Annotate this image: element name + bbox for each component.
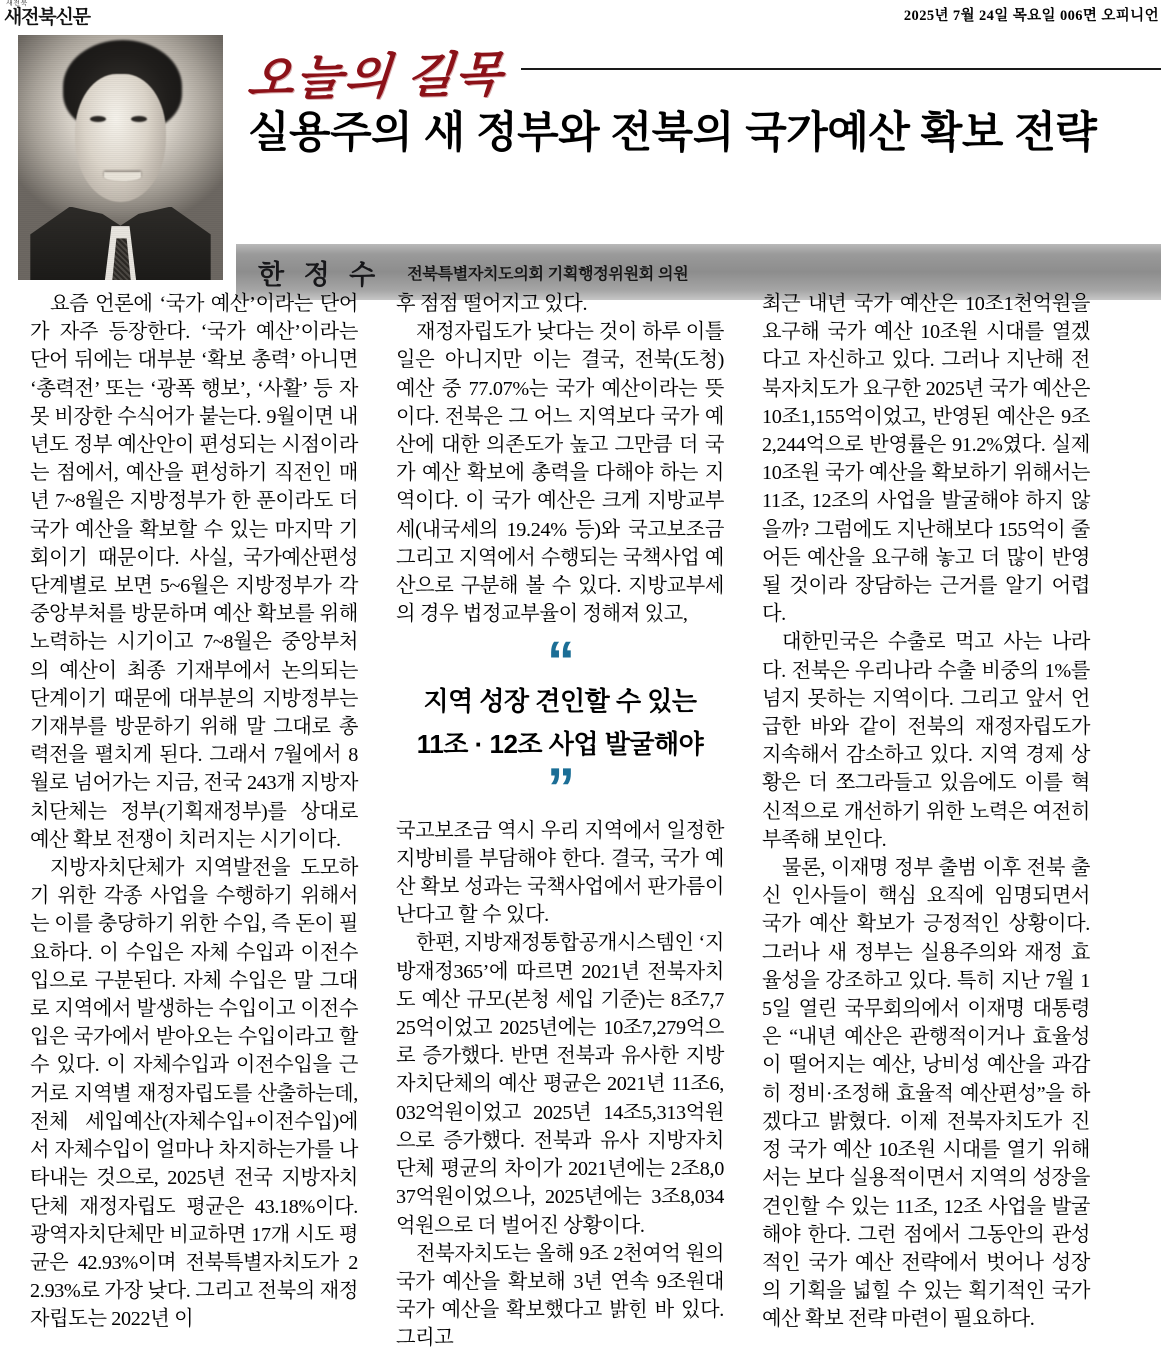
pull-quote-line-2: 11조 · 12조 사업 발굴해야 bbox=[416, 728, 704, 759]
column-kicker: 오늘의 길목 bbox=[245, 48, 506, 107]
article-header bbox=[0, 30, 1169, 290]
paragraph: 후 점점 떨어지고 있다. bbox=[396, 293, 588, 315]
paragraph: 한편, 지방재정통합공개시스템인 ‘지방재정365’에 따르면 2021년 전북자치도 예산 규모(본청 세입 기준)는 8조7,725억이었고 2025년에는 10조7,279억으로 증가했다. 반면 전북과 유사한 지방자치단체의 예산 평균은 2021년 11조6,032억원이었고 2025년 14조5,313억원으로 증가했다. 전북과 유사 지방자치단체 평균의 차이가 2021년에는 2조8,037억원이었으나, 2025년에는 3조8,034억원으로 더 벌어진 상황이다. bbox=[396, 932, 724, 1237]
kicker-divider bbox=[521, 68, 1161, 70]
author-role: 전북특별자치도의회 기획행정위원회 의원 bbox=[407, 265, 689, 283]
kicker-row bbox=[236, 30, 1161, 108]
paragraph: 물론, 이재명 정부 출범 이후 전북 출신 인사들이 핵심 요직에 임명되면서 국가 예산 확보가 긍정적인 상황이다. 그러나 새 정부는 실용주의와 재정 효율성을 강조하고 있다. 특히 지난 7월 15일 열린 국무회의에서 이재명 대통령은 “내년 예산은 관행적이거나 효율성이 떨어지는 예산, 낭비성 예산을 과감히 정비·조정해 효율적 예산편성”을 하겠다고 밝혔다. 이제 전북자치도가 진정 국가 예산 10조원 시대를 열기 위해서는 보다 실용적이면서 지역의 성장을 견인할 수 있는 11조, 12조 사업을 발굴해야 한다. 그런 점에서 그동안의 관성적인 국가 예산 전략에서 벗어나 성장의 기획을 넓힐 수 있는 획기적인 국가 예산 확보 전략 마련이 필요하다. bbox=[762, 857, 1090, 1331]
paragraph: 재정자립도가 낮다는 것이 하루 이틀 일은 아니지만 이는 결국, 전북(도청) 예산 중 77.07%는 국가 예산이라는 뜻이다. 전북은 그 어느 지역보다 국가 예산에 대한 의존도가 높고 그만큼 더 국가 예산 확보에 총력을 다해야 하는 지역이다. 이 국가 예산은 크게 지방교부세(내국세의 19.24% 등)와 국고보조금 그리고 지역에서 수행되는 국책사업 예산으로 구분해 볼 수 있다. 지방교부세의 경우 법정교부율이 정해져 있고, bbox=[396, 321, 724, 626]
pull-quote bbox=[396, 629, 724, 819]
title-block bbox=[236, 30, 1161, 159]
article-column-2 bbox=[382, 290, 738, 1353]
paragraph: 국고보조금 역시 우리 지역에서 일정한 지방비를 부담해야 한다. 결국, 국가 예산 확보 성과는 국책사업에서 판가름이 난다고 할 수 있다. bbox=[396, 819, 724, 927]
brand-mark-icon: 새전북 bbox=[6, 0, 28, 7]
brand-name: 새전북신문 bbox=[4, 7, 90, 28]
paragraph: 요즘 언론에 ‘국가 예산’이라는 단어가 자주 등장한다. ‘국가 예산’이라는 단어 뒤에는 대부분 ‘확보 총력’ 아니면 ‘총력전’ 또는 ‘광폭 행보’, ‘사활’ 등 자못 비장한 수식어가 붙는다. 9월이면 내년도 정부 예산안이 편성되는 시점이라는 점에서, 예산을 편성하기 직전인 매년 7~8월은 지방정부가 한 푼이라도 더 국가 예산을 확보할 수 있는 마지막 기회이기 때문이다. 사실, 국가예산편성 단계별로 보면 5~6월은 지방정부가 각 중앙부처를 방문하며 예산 확보를 위해 노력하는 시기이고 7~8월은 중앙부처의 예산이 최종 기재부에서 논의되는 단계이기 때문에 대부분의 지방정부는 기재부를 방문하기 위해 말 그대로 총력전을 펼치게 된다. 그래서 7월에서 8월로 넘어가는 지금, 전국 243개 지방자치단체는 정부(기획재정부)를 상대로 예산 확보 전쟁이 치러지는 시기이다. bbox=[30, 293, 358, 851]
quote-close-icon: ” bbox=[547, 755, 573, 819]
article-column-3 bbox=[748, 290, 1104, 1353]
page-title: 실용주의 새 정부와 전북의 국가예산 확보 전략 bbox=[248, 109, 1097, 157]
issue-date-line: 2025년 7월 24일 목요일 006면 오피니언 bbox=[903, 8, 1159, 24]
masthead bbox=[0, 0, 1169, 30]
author-portrait bbox=[18, 35, 223, 280]
author-name: 한 정 수 bbox=[258, 259, 382, 290]
paragraph: 대한민국은 수출로 먹고 사는 나라다. 전북은 우리나라 수출 비중의 1%를 넘지 못하는 지역이다. 그리고 앞서 언급한 바와 같이 전북의 재정자립도가 지속해서 감소하고 있다. 지역 경제 상황은 더 쪼그라들고 있음에도 이를 혁신적으로 개선하기 위한 노력은 여전히 부족해 보인다. bbox=[762, 631, 1090, 851]
portrait-halftone-overlay bbox=[18, 35, 223, 280]
article-body bbox=[0, 290, 1169, 1353]
paragraph: 전북자치도는 올해 9조 2천여억 원의 국가 예산을 확보해 3년 연속 9조원대 국가 예산을 확보했다고 밝힌 바 있다. 그리고 bbox=[396, 1242, 724, 1350]
newspaper-logo[interactable] bbox=[4, 0, 90, 27]
paragraph: 지방자치단체가 지역발전을 도모하기 위한 각종 사업을 수행하기 위해서는 이를 충당하기 위한 수입, 즉 돈이 필요하다. 이 수입은 자체 수입과 이전수입으로 구분된다. 자체 수입은 말 그대로 지역에서 발생하는 수입이고 이전수입은 국가에서 받아오는 수입이라고 할 수 있다. 이 자체수입과 이전수입을 근거로 지역별 재정자립도를 산출하는데, 전체 세입예산(자체수입+이전수입)에서 자체수입이 얼마나 차지하는가를 나타내는 것으로, 2025년 전국 지방자치단체 재정자립도 평균은 43.18%이다. 광역자치단체만 비교하면 17개 시도 평균은 42.93%이며 전북특별자치도가 22.93%로 가장 낮다. 그리고 전북의 재정자립도는 2022년 이 bbox=[30, 857, 358, 1331]
quote-open-icon: “ bbox=[547, 629, 573, 693]
paragraph: 최근 내년 국가 예산은 10조1천억원을 요구해 국가 예산 10조원 시대를 열겠다고 자신하고 있다. 그러나 지난해 전북자치도가 요구한 2025년 국가 예산은 10조1,155억이었고, 반영된 예산은 9조2,244억으로 반영률은 91.2%였다. 실제 10조원 국가 예산을 확보하기 위해서는 11조, 12조의 사업을 발굴해야 하지 않을까? 그럼에도 지난해보다 155억이 줄어든 예산을 요구해 놓고 더 많이 반영될 것이라 장담하는 근거를 알기 어렵다. bbox=[762, 293, 1090, 626]
article-column-1 bbox=[16, 290, 372, 1353]
pull-quote-line-1: 지역 성장 견인할 수 있는 bbox=[423, 686, 697, 717]
